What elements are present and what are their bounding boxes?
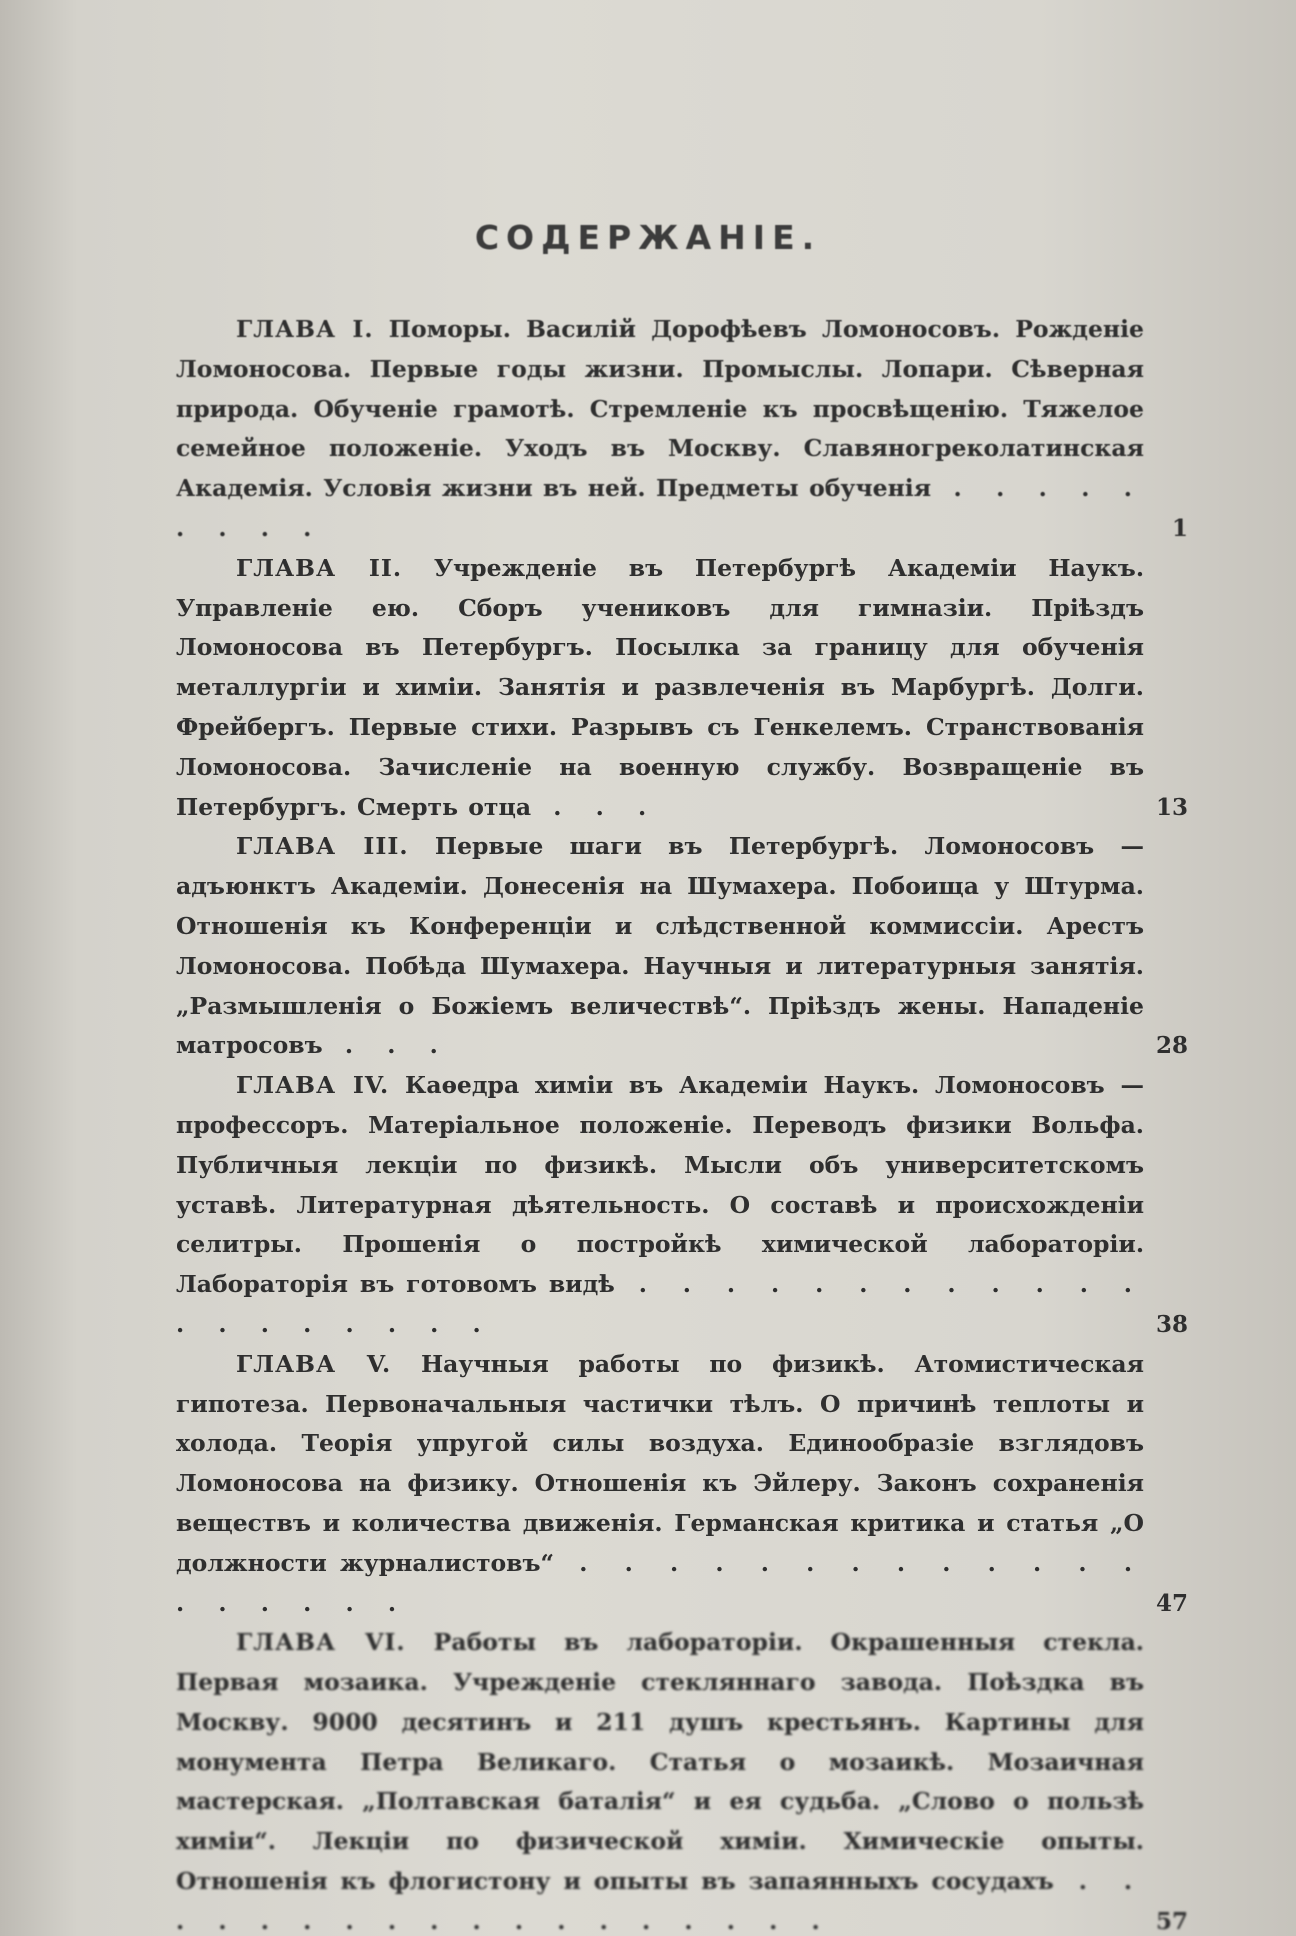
chapter-summary: Учрежденіе въ Петербургѣ Академіи Наукъ. Управленіе ею. Сборъ учениковъ для гимназіи. Пріѣздъ Ломоносова въ Петербургъ. Посылка за границу для обученія металлургіи и химіи. Занятія и развлеченія въ Марбургѣ. Долги. Фрейбергъ. Первые стихи. Разрывъ съ Генкелемъ. Странствованія Ломоносова. Зачисленіе на военную службу. Возвращеніе въ Петербургъ. Смерть отца: [176, 553, 1145, 821]
page-number: 28: [1155, 1032, 1188, 1060]
toc-entry-text: [176, 1066, 1144, 1345]
chapter-label: ГЛАВА VI.: [236, 1628, 406, 1657]
page-number: 57: [1155, 1907, 1188, 1935]
chapter-label: ГЛАВА IV.: [236, 1071, 390, 1100]
toc-entry-text: [176, 827, 1144, 1066]
chapter-summary: Поморы. Василій Дорофѣевъ Ломоносовъ. Рожденіе Ломоносова. Первые годы жизни. Промыслы. Лопари. Сѣверная природа. Обученіе грамотѣ. Стремленіе къ просвѣщенію. Тяжелое семейное положеніе. Уходъ въ Москву. Славяногреколатинская Академія. Условія жизни въ ней. Предметы обученія: [176, 315, 1144, 503]
toc-entry-text: [176, 1345, 1144, 1624]
chapter-label: ГЛАВА III.: [236, 832, 409, 861]
table-of-contents: [176, 310, 1188, 1936]
toc-entry-text: [176, 1623, 1144, 1936]
toc-entry: [176, 827, 1188, 1066]
dot-leader: . . . . . . . . . . . . . . . . . .: [176, 1867, 1145, 1935]
dot-leader: . . . . . . . . . . . . . . . . . . .: [176, 1548, 1144, 1617]
toc-entry: [176, 1345, 1188, 1624]
dot-leader: . . . . . . . . .: [176, 474, 1144, 542]
chapter-label: ГЛАВА V.: [236, 1349, 392, 1378]
chapter-label: ГЛАВА I.: [236, 315, 374, 343]
toc-entry: [176, 1066, 1188, 1345]
dot-leader: . . . . . . . . . . . . . . . . . . . .: [176, 1270, 1144, 1338]
chapter-summary: Каѳедра химіи въ Академіи Наукъ. Ломоносовъ — профессоръ. Матеріальное положеніе. Переводъ физики Вольфа. Публичныя лекціи по физикѣ. Мысли объ университетскомъ уставѣ. Литературная дѣятельность. О составѣ и происхожденіи селитры. Прошенія о постройкѣ химической лабораторіи. Лабораторія въ готовомъ видѣ: [176, 1071, 1144, 1299]
chapter-summary: Работы въ лабораторіи. Окрашенныя стекла. Первая мозаика. Учрежденіе стекляннаго завода. Поѣздка въ Москву. 9000 десятинъ и 211 душъ крестьянъ. Картины для монумента Петра Великаго. Статья о мозаикѣ. Мозаичная мастерская. „Полтавская баталія“ и ея судьба. „Слово о пользѣ химіи“. Лекціи по физической химіи. Химическіе опыты. Отношенія къ флогистону и опыты въ запаянныхъ сосудахъ: [176, 1628, 1144, 1896]
dot-leader: . . .: [322, 1031, 450, 1060]
toc-entry: [176, 310, 1188, 549]
toc-entry-text: [176, 549, 1144, 828]
toc-entry-text: [176, 310, 1144, 549]
page-number: 13: [1155, 793, 1188, 821]
page-number: 38: [1155, 1310, 1188, 1338]
chapter-summary: Научныя работы по физикѣ. Атомистическая гипотеза. Первоначальныя частички тѣлъ. О причинѣ теплоты и холода. Теорія упругой силы воздуха. Единообразіе взглядовъ Ломоносова на физику. Отношенія къ Эйлеру. Законъ сохраненія веществъ и количества движенія. Германская критика и статья „О должности журналистовъ“: [176, 1349, 1144, 1577]
toc-entry: [176, 1623, 1188, 1936]
chapter-summary: Первые шаги въ Петербургѣ. Ломоносовъ — адъюнктъ Академіи. Донесенія на Шумахера. Побоища у Штурма. Отношенія къ Конференціи и слѣдственной коммиссіи. Арестъ Ломоносова. Побѣда Шумахера. Научныя и литературныя занятія. „Размышленія о Божіемъ величествѣ“. Пріѣздъ жены. Нападеніе матросовъ: [176, 832, 1144, 1060]
page-number: 1: [1171, 514, 1188, 542]
page-title: СОДЕРЖАНІЕ.: [474, 218, 822, 257]
toc-entry: [176, 549, 1188, 828]
dot-leader: . . .: [531, 792, 659, 821]
page-number: 47: [1155, 1589, 1188, 1617]
chapter-label: ГЛАВА II.: [236, 553, 403, 582]
